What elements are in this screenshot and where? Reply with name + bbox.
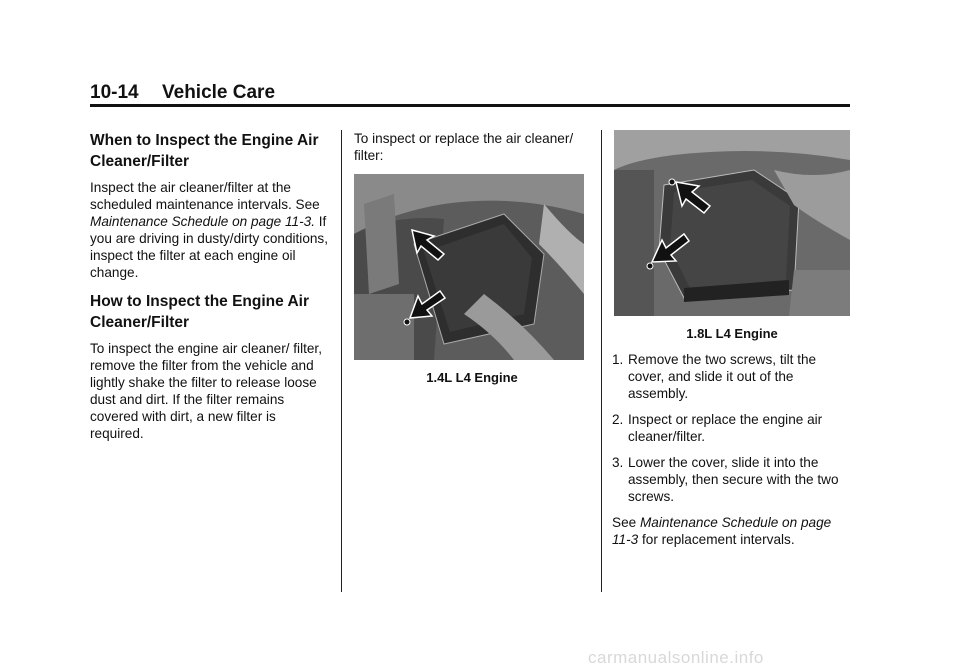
page-number: 10-14 [90, 82, 139, 103]
paragraph-how-to-inspect: To inspect the engine air cleaner/ filter, remove the filter from the vehicle and lightly shake the filter to release loose dust and dirt. If the filter remains covered with dirt, a new filter is required. [90, 341, 322, 441]
cross-reference-link[interactable]: Maintenance Schedule on page 11-3 [612, 515, 832, 547]
column-left [90, 130, 330, 452]
header-rule [90, 104, 850, 107]
see-reference: See Maintenance Schedule on page 11-3 for replacement intervals. [612, 515, 832, 547]
figure-caption: 1.8L L4 Engine [686, 326, 778, 341]
column-divider [601, 130, 602, 592]
list-item: 2. Inspect or replace the engine air cleaner/filter. [612, 412, 823, 444]
list-item: 1. Remove the two screws, tilt the cover, and slide it out of the assembly. [612, 352, 817, 401]
section-title: Vehicle Care [162, 82, 276, 103]
column-middle [354, 130, 590, 395]
heading-when-to-inspect: When to Inspect the Engine Air Cleaner/Filter [90, 132, 319, 170]
list-item: 3. Lower the cover, slide it into the assembly, then secure with the two screws. [612, 455, 839, 504]
procedure-steps [612, 351, 852, 505]
cross-reference-link[interactable]: Maintenance Schedule on page 11-3. [90, 214, 315, 229]
watermark: carmanualsonline.info [588, 648, 764, 667]
engine-photo-1-8l [614, 130, 850, 316]
intro-text: To inspect or replace the air cleaner/ filter: [354, 131, 574, 163]
figure-caption: 1.4L L4 Engine [426, 370, 518, 385]
engine-photo-1-4l [354, 174, 584, 360]
column-right [612, 130, 852, 558]
page-header [90, 82, 850, 106]
paragraph-when-to-inspect: Inspect the air cleaner/filter at the scheduled maintenance intervals. See Maintenance Schedule on page 11-3. If you are driving in dusty/dirty conditions, inspect the filter at each engine oil change. [90, 180, 329, 280]
heading-how-to-inspect: How to Inspect the Engine Air Cleaner/Filter [90, 293, 310, 331]
column-divider [341, 130, 342, 592]
